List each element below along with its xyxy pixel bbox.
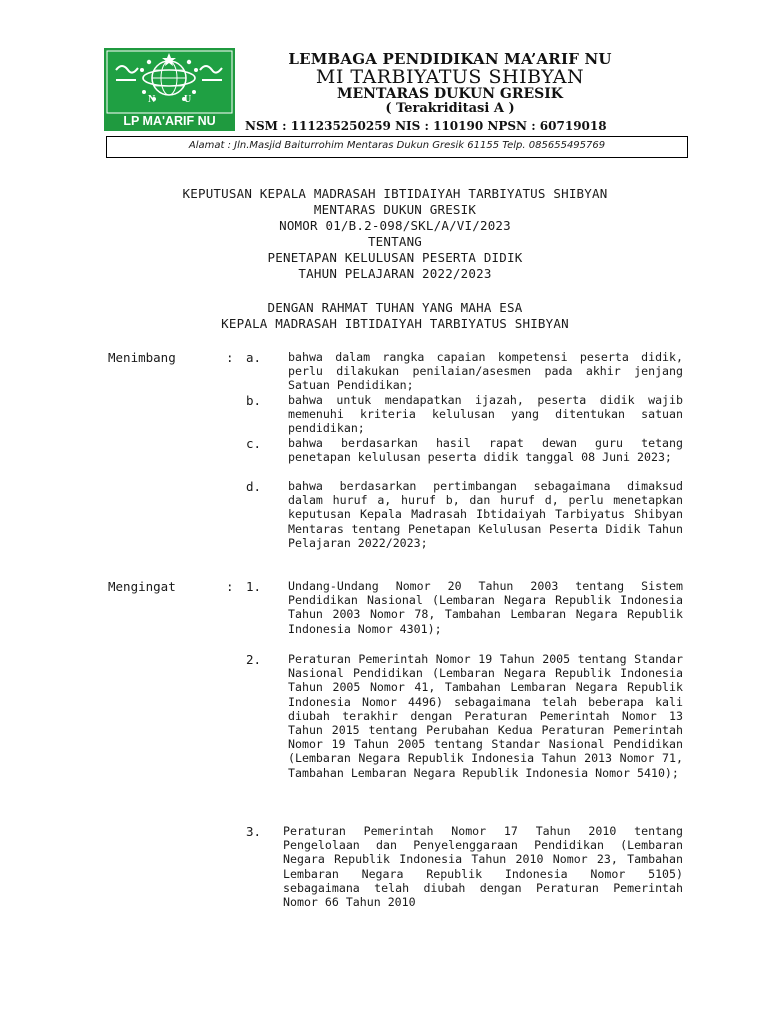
menimbang-item-d: bahwa berdasarkan pertimbangan sebagaimana dimaksud dalam huruf a, huruf b, dan huruf d, perlu menetapkan keputusan Kepala Madrasah Ibtidaiyah Tarbiyatus Shibyan Mentaras tentang Penetapan Kelulusan Peserta Didik Tahun Pelajaran 2022/2023; — [288, 479, 683, 550]
decree-tentang: TENTANG — [367, 234, 423, 249]
mengingat-marker-3: 3. — [246, 824, 262, 839]
menimbang-marker-d: d. — [246, 479, 262, 494]
menimbang-item-a: bahwa dalam rangka capaian kompetensi peserta didik, perlu dilakukan penilaian/asesmen pada akhir jenjang Satuan Pendidikan; — [288, 350, 683, 393]
mengingat-marker-1: 1. — [246, 579, 262, 594]
mengingat-item-3: Peraturan Pemerintah Nomor 17 Tahun 2010 tentang Pengelolaan dan Penyelenggaraan Pendidikan (Lembaran Negara Republik Indonesia Tahun 2010 Nomor 23, Tambahan Lembaran Negara Republik Indonesia Nomor 5105) sebagaimana telah diubah dengan Peraturan Pemerintah Nomor 66 Tahun 2010 — [283, 824, 683, 910]
decree-subject: PENETAPAN KELULUSAN PESERTA DIDIK — [267, 250, 523, 265]
logo-letter-u: U — [184, 94, 192, 105]
accreditation: ( Terakriditasi A ) — [385, 101, 515, 116]
menimbang-item-c: bahwa berdasarkan hasil rapat dewan guru tetang penetapan kelulusan peserta didik tanggal 08 Juni 2023; — [288, 436, 683, 465]
institution-name: LEMBAGA PENDIDIKAN MA’ARIF NU — [288, 50, 612, 68]
issuer-title: KEPALA MADRASAH IBTIDAIYAH TARBIYATUS SHIBYAN — [221, 316, 569, 331]
decree-title-line-2: MENTARAS DUKUN GRESIK — [313, 202, 477, 217]
school-name: MI TARBIYATUS SHIBYAN — [315, 66, 585, 88]
menimbang-colon: : — [226, 350, 234, 365]
logo-letter-n: N — [148, 94, 156, 105]
decree-year: TAHUN PELAJARAN 2022/2023 — [298, 266, 492, 281]
mengingat-colon: : — [226, 579, 234, 594]
menimbang-marker-b: b. — [246, 393, 262, 408]
decree-number: NOMOR 01/B.2-098/SKL/A/VI/2023 — [279, 218, 511, 233]
menimbang-label: Menimbang — [108, 350, 176, 365]
basmala-phrase: DENGAN RAHMAT TUHAN YANG MAHA ESA — [267, 300, 523, 315]
school-location: MENTARAS DUKUN GRESIK — [337, 86, 563, 102]
decree-title-line-1: KEPUTUSAN KEPALA MADRASAH IBTIDAIYAH TARBIYATUS SHIBYAN — [182, 186, 608, 201]
mengingat-marker-2: 2. — [246, 652, 262, 667]
menimbang-marker-c: c. — [246, 436, 262, 451]
logo-text: LP MA'ARIF NU — [123, 114, 216, 128]
mengingat-label: Mengingat — [108, 579, 176, 594]
address-box — [106, 136, 688, 158]
address-text: Alamat : Jln.Masjid Baiturrohim Mentaras Dukun Gresik 61155 Telp. 085655495769 — [188, 140, 606, 151]
menimbang-marker-a: a. — [246, 350, 262, 365]
mengingat-item-2: Peraturan Pemerintah Nomor 19 Tahun 2005 tentang Standar Nasional Pendidikan (Lembaran Negara Republik Indonesia Tahun 2005 Nomor 41, Tambahan Lembaran Negara Republik Indonesia Nomor 4496) sebagaimana telah beberapa kali diubah terakhir dengan Peraturan Pemerintah Nomor 13 Tahun 2015 tentang Perubahan Kedua Peraturan Pemerintah Nomor 19 Tahun 2005 tentang Standar Nasional Pendidikan (Lembaran Negara Republik Indonesia Tahun 2013 Nomor 71, Tambahan Lembaran Negara Republik Indonesia Nomor 5410); — [288, 652, 683, 780]
menimbang-item-b: bahwa untuk mendapatkan ijazah, peserta didik wajib memenuhi kriteria kelulusan yang ditentukan satuan pendidikan; — [288, 393, 683, 436]
mengingat-item-1: Undang-Undang Nomor 20 Tahun 2003 tentang Sistem Pendidikan Nasional (Lembaran Negara Republik Indonesia Tahun 2003 Nomor 78, Tambahan Lembaran Negara Republik Indonesia Nomor 4301); — [288, 579, 683, 636]
school-identifiers: NSM : 111235250259 NIS : 110190 NPSN : 60719018 — [245, 119, 607, 133]
